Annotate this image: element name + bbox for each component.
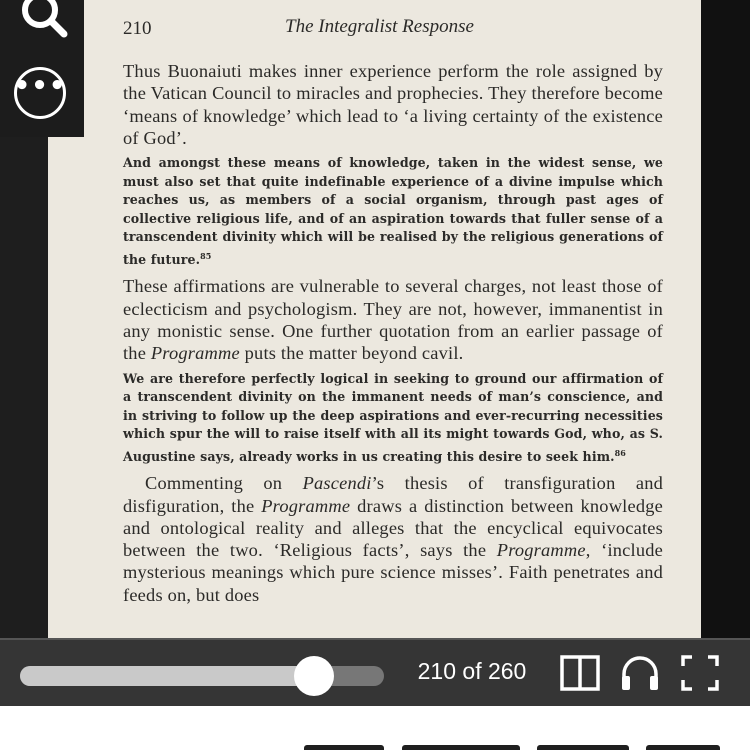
- slider-thumb[interactable]: [294, 656, 334, 696]
- paragraph: [123, 472, 663, 606]
- text-run: Commenting on: [145, 473, 303, 494]
- paragraph: [123, 275, 663, 364]
- more-options-button[interactable]: [14, 67, 66, 119]
- text-run: , ‘include mysterious meanings which pure science misses’. Faith penetrates and feeds on, but does: [123, 540, 663, 605]
- reader-toolbar: [0, 638, 750, 706]
- search-icon: [14, 0, 74, 40]
- page-counter: 210 of 260: [417, 658, 527, 684]
- strip-tab[interactable]: [537, 745, 629, 750]
- reader-controls-panel: [0, 0, 84, 137]
- text-run: ’s thesis of transfiguration and disfiguration, the: [123, 473, 663, 516]
- bottom-tab-strip: [0, 706, 750, 750]
- footnote-ref: 86: [614, 447, 626, 458]
- running-title: The Integralist Response: [285, 16, 474, 37]
- text-run: draws a distinction between knowledge and ontological reality and alleges that the encyclical equivocates between the two. ‘Religious facts’, says the: [123, 495, 664, 561]
- italic-title: Pascendi: [302, 473, 372, 494]
- text-run: puts the matter beyond cavil.: [239, 343, 464, 364]
- paragraph: Thus Buonaiuti makes inner experience perform the role assigned by the Vatican Council to miracles and prophecies. They therefore become ‘means of knowledge’ which lead to ‘a living certainty of the existence of God’.: [123, 61, 663, 148]
- block-quote: [123, 154, 663, 269]
- text-run: These affirmations are vulnerable to several charges, not least those of eclecticism and psychologism. They are not, however, immanentist in any monistic sense. One further quotation from an earlier passage of the: [123, 276, 663, 364]
- footnote-ref: 85: [200, 250, 212, 261]
- two-page-view-button[interactable]: [559, 654, 601, 692]
- quote-text: And amongst these means of knowledge, taken in the widest sense, we must also set that quite indefinable experience of a divine impulse which reaches us, as members of a social organism, through past ages of collective religious life, and of an aspiration towards that fuller sense of a transcendent divinity which will be realised by the religious generations of the future.: [123, 155, 663, 267]
- page-text: [123, 14, 663, 606]
- slider-progress: [20, 666, 314, 686]
- fullscreen-icon: [679, 654, 721, 692]
- quote-text: We are therefore perfectly logical in seeking to ground our affirmation of a transcendent divinity on the immanent needs of man’s conscience, and in striving to follow up the deep aspirations and ever-recurring necessities which spur the will to raise itself with all its might towards God, who, as S. Augustine says, already works in us creating this desire to seek him.: [123, 370, 663, 464]
- italic-title: Programme: [261, 495, 351, 516]
- block-quote: [123, 370, 663, 467]
- book-page: [48, 0, 701, 638]
- italic-title: Programme: [496, 540, 586, 561]
- strip-tab[interactable]: [304, 745, 384, 750]
- right-gutter: [701, 0, 750, 638]
- page-number: 210: [123, 18, 152, 39]
- strip-tab[interactable]: [402, 745, 520, 750]
- more-icon: •••: [13, 71, 67, 101]
- italic-title: Programme: [150, 343, 240, 364]
- two-page-view-icon: [559, 654, 601, 692]
- strip-tab[interactable]: [646, 745, 720, 750]
- headphones-icon: [619, 654, 661, 692]
- audio-button[interactable]: [619, 654, 661, 692]
- fullscreen-button[interactable]: [679, 654, 721, 692]
- search-button[interactable]: [14, 0, 74, 40]
- running-head: [123, 14, 663, 44]
- page-slider[interactable]: [20, 666, 384, 686]
